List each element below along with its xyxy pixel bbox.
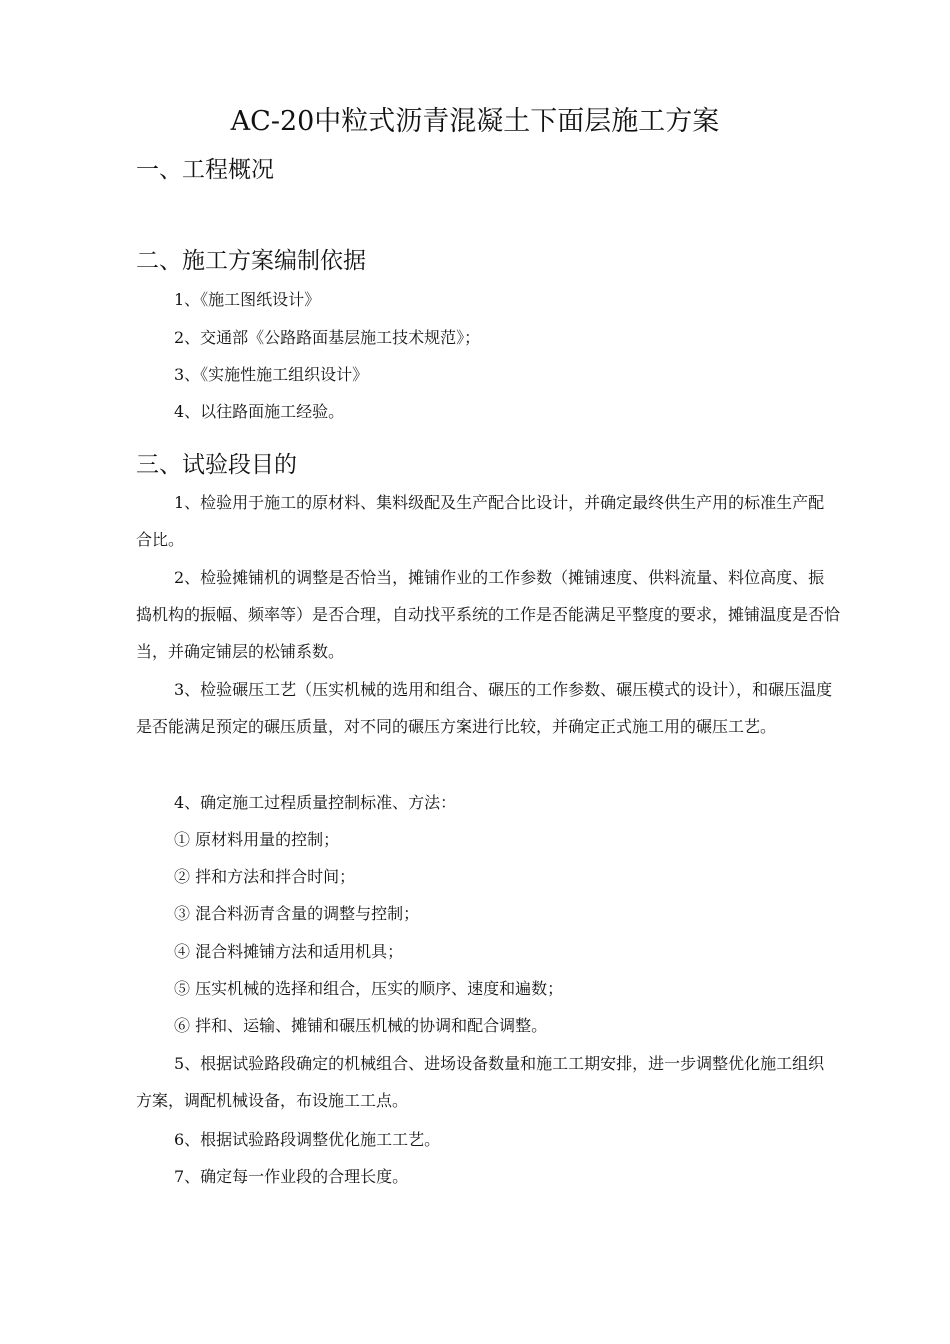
basis-item-1: 1、《施工图纸设计》 bbox=[174, 290, 321, 309]
method-item-4: ④ 混合料摊铺方法和适用机具； bbox=[174, 942, 404, 961]
purpose-paragraph-2 bbox=[136, 559, 840, 670]
section-1-heading: 一、工程概况 bbox=[136, 157, 274, 183]
purpose-paragraph-1 bbox=[136, 484, 840, 558]
purpose-paragraph-2-text: 2、检验摊铺机的调整是否恰当，摊铺作业的工作参数（摊铺速度、供料流量、料位高度、振捣机构的振幅、频率等）是否合理，自动找平系统的工作是否能满足平整度的要求，摊铺温度是否恰当，并确定铺层的松铺系数。 bbox=[136, 568, 841, 661]
basis-item-3: 3、《实施性施工组织设计》 bbox=[174, 365, 369, 384]
purpose-paragraph-5-text: 5、根据试验路段确定的机械组合、进场设备数量和施工工期安排，进一步调整优化施工组织方案，调配机械设备，布设施工工点。 bbox=[136, 1054, 825, 1110]
purpose-item-4: 4、确定施工过程质量控制标准、方法： bbox=[174, 793, 457, 812]
method-item-6: ⑥ 拌和、运输、摊铺和碾压机械的协调和配合调整。 bbox=[174, 1016, 548, 1035]
section-3-heading: 三、试验段目的 bbox=[136, 452, 297, 478]
basis-item-2: 2、交通部《公路路面基层施工技术规范》； bbox=[174, 328, 481, 347]
purpose-item-7: 7、确定每一作业段的合理长度。 bbox=[174, 1167, 409, 1186]
document-title: AC-20中粒式沥青混凝土下面层施工方案 bbox=[230, 106, 720, 137]
purpose-paragraph-3-text: 3、检验碾压工艺（压实机械的选用和组合、碾压的工作参数、碾压模式的设计），和碾压温度是否能满足预定的碾压质量，对不同的碾压方案进行比较，并确定正式施工用的碾压工艺。 bbox=[136, 680, 833, 736]
section-2-heading: 二、施工方案编制依据 bbox=[136, 248, 366, 274]
method-item-5: ⑤ 压实机械的选择和组合，压实的顺序、速度和遍数； bbox=[174, 979, 564, 998]
method-item-1: ① 原材料用量的控制； bbox=[174, 830, 340, 849]
purpose-paragraph-1-text: 1、检验用于施工的原材料、集料级配及生产配合比设计，并确定最终供生产用的标准生产配合比。 bbox=[136, 493, 825, 549]
purpose-paragraph-5 bbox=[136, 1045, 840, 1119]
method-item-2: ② 拌和方法和拌合时间； bbox=[174, 867, 356, 886]
purpose-item-6: 6、根据试验路段调整优化施工工艺。 bbox=[174, 1130, 441, 1149]
purpose-paragraph-3 bbox=[136, 671, 840, 745]
method-item-3: ③ 混合料沥青含量的调整与控制； bbox=[174, 904, 420, 923]
basis-item-4: 4、以往路面施工经验。 bbox=[174, 402, 345, 421]
